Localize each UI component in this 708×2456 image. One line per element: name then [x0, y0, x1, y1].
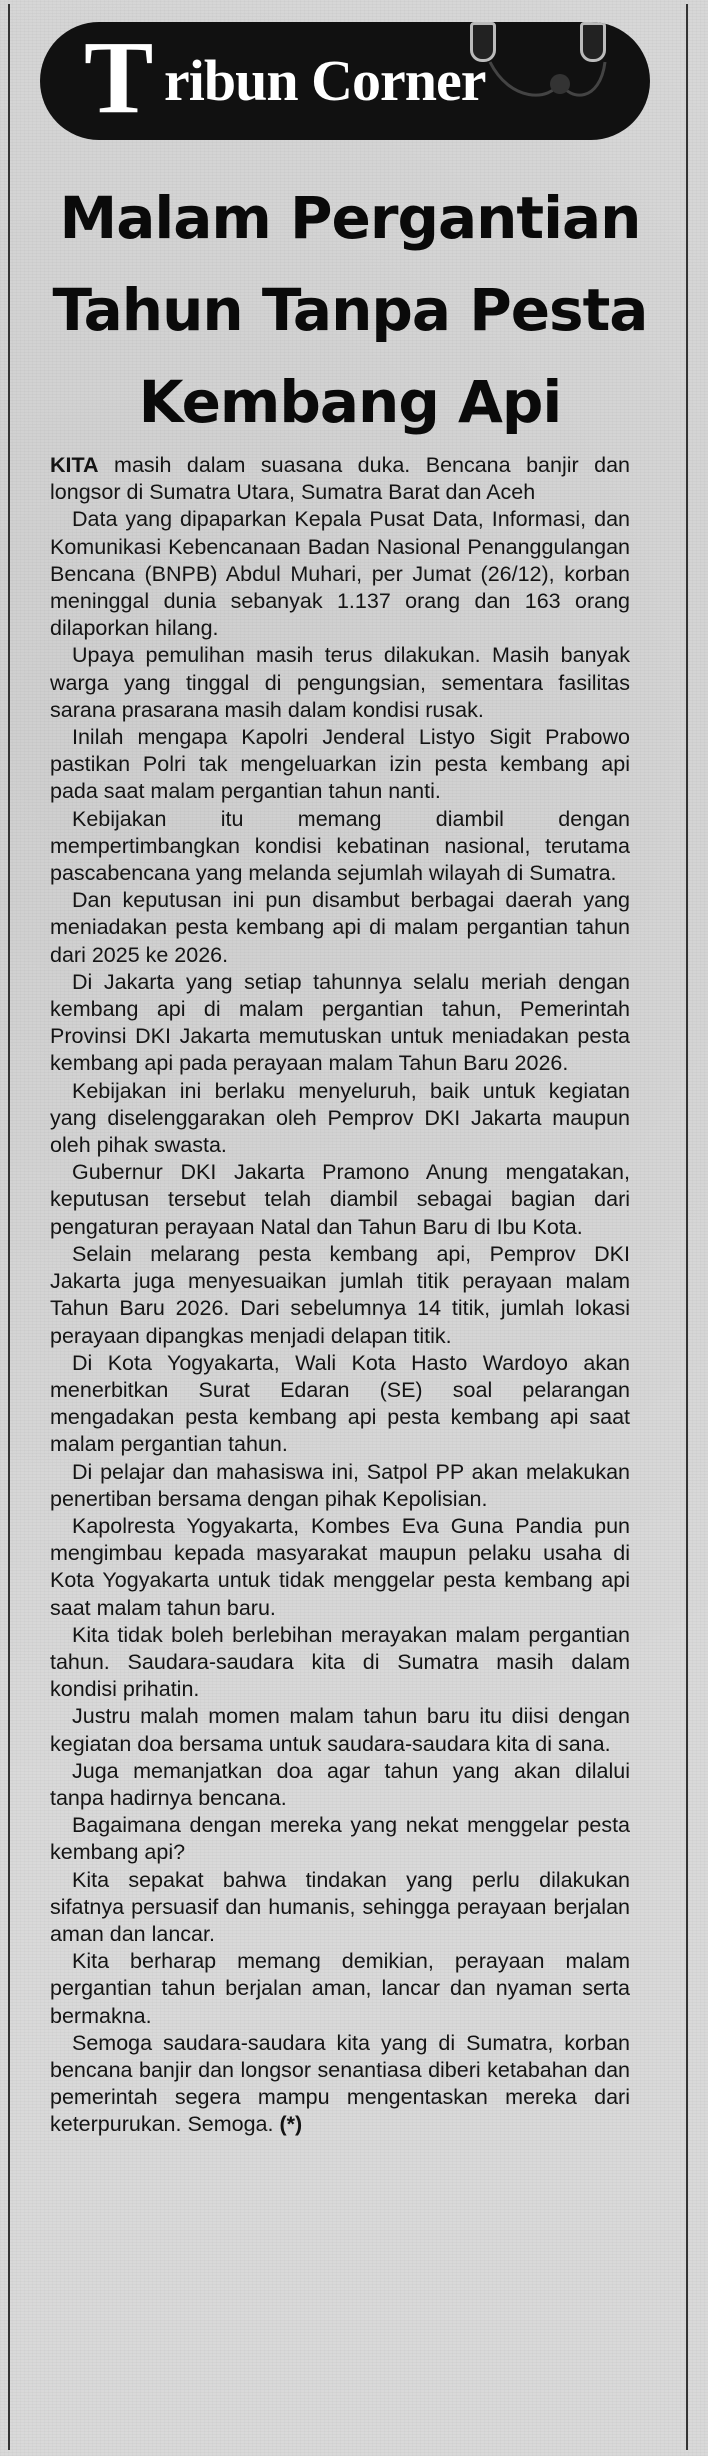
- paragraph-5: Kebijakan itu memang diambil dengan mempertimbangkan kondisi kebatinan nasional, terutama pascabencana yang melanda sejumlah wilayah di Sumatra.: [50, 806, 630, 886]
- paragraph-9: Gubernur DKI Jakarta Pramono Anung mengatakan, keputusan tersebut telah diambil sebagai bagian dari pengaturan perayaan Natal dan Tahun Baru di Ibu Kota.: [50, 1160, 630, 1239]
- paragraph-6: Dan keputusan ini pun disambut berbagai daerah yang meniadakan pesta kembang api di malam pergantian tahun dari 2025 ke 2026.: [50, 888, 630, 967]
- paragraph-18: Kita sepakat bahwa tindakan yang perlu dilakukan sifatnya persuasif dan humanis, sehingga perayaan berjalan aman dan lancar.: [50, 1867, 630, 1946]
- logo-initial: T: [84, 22, 150, 135]
- paragraph-8: Kebijakan ini berlaku menyeluruh, baik untuk kegiatan yang diselenggarakan oleh Pemprov DKI Jakarta maupun oleh pihak swasta.: [50, 1078, 630, 1158]
- paragraph-11: Di Kota Yogyakarta, Wali Kota Hasto Wardoyo akan menerbitkan Surat Edaran (SE) soal pelarangan mengadakan pesta kembang api pesta kembang api saat malam pergantian tahun.: [50, 1350, 630, 1457]
- paragraph-3: Upaya pemulihan masih terus dilakukan. Masih banyak warga yang tinggal di pengungsian, sementara fasilitas sarana prasarana masih dalam kondisi rusak.: [50, 643, 630, 722]
- paragraph-10: Selain melarang pesta kembang api, Pemprov DKI Jakarta juga menyesuaikan jumlah titik perayaan malam Tahun Baru 2026. Dari sebelumnya 14 titik, jumlah lokasi perayaan dipangkas menjadi delapan titik.: [50, 1241, 630, 1348]
- paragraph-16: Juga memanjatkan doa agar tahun yang akan dilalui tanpa hadirnya bencana.: [50, 1758, 630, 1810]
- paragraph-20: [50, 2030, 630, 2139]
- paragraph-7: Di Jakarta yang setiap tahunnya selalu meriah dengan kembang api di malam pergantian tahun, Pemerintah Provinsi DKI Jakarta memutuskan untuk meniadakan pesta kembang api pada perayaan malam Tahun Baru 2026.: [50, 969, 630, 1076]
- headline-line-2: Tahun Tanpa Pesta: [52, 276, 648, 344]
- paragraph-12: Di pelajar dan mahasiswa ini, Satpol PP akan melakukan penertiban bersama dengan pihak Kepolisian.: [50, 1459, 630, 1511]
- lead-word: KITA: [50, 453, 99, 477]
- paragraph-15: Justru malah momen malam tahun baru itu diisi dengan kegiatan doa bersama untuk saudara-saudara kita di sana.: [50, 1704, 630, 1756]
- article-body: [50, 452, 630, 2139]
- paragraph-text: masih dalam suasana duka. Bencana banjir dan longsor di Sumatra Utara, Sumatra Barat dan Aceh: [50, 453, 630, 505]
- masthead-banner: [40, 22, 650, 140]
- paragraph-14: Kita tidak boleh berlebihan merayakan malam pergantian tahun. Saudara-saudara kita di Sumatra masih dalam kondisi prihatin.: [50, 1622, 630, 1702]
- headline-line-3: Kembang Api: [138, 368, 562, 436]
- paragraph-17: Bagaimana dengan mereka yang nekat menggelar pesta kembang api?: [50, 1813, 630, 1865]
- signoff-mark: (*): [279, 2112, 303, 2137]
- paragraph-1: [50, 452, 630, 506]
- paragraph-19: Kita berharap memang demikian, perayaan malam pergantian tahun berjalan aman, lancar dan nyaman serta bermakna.: [50, 1949, 630, 2028]
- paragraph-2: Data yang dipaparkan Kepala Pusat Data, Informasi, dan Komunikasi Kebencanaan Badan Nasional Penanggulangan Bencana (BNPB) Abdul Muhari, per Jumat (26/12), korban meninggal dunia sebanyak 1.137 orang dan 163 orang dilaporkan hilang.: [50, 507, 630, 641]
- masthead-title: ribun Corner: [164, 48, 486, 113]
- headline: [30, 172, 670, 448]
- paragraph-13: Kapolresta Yogyakarta, Kombes Eva Guna Pandia pun mengimbau kepada masyarakat maupun pelaku usaha di Kota Yogyakarta untuk tidak menggelar pesta kembang api saat malam tahun baru.: [50, 1513, 630, 1620]
- headline-line-1: Malam Pergantian: [59, 184, 641, 252]
- paragraph-text: Semoga saudara-saudara kita yang di Sumatra, korban bencana banjir dan longsor senantiasa diberi ketabahan dan pemerintah segera mampu mengentaskan mereka dari keterpurukan. Semoga.: [50, 2030, 630, 2137]
- paragraph-4: Inilah mengapa Kapolri Jenderal Listyo Sigit Prabowo pastikan Polri tak mengeluarkan izin pesta kembang api pada saat malam pergantian tahun nanti.: [50, 725, 630, 804]
